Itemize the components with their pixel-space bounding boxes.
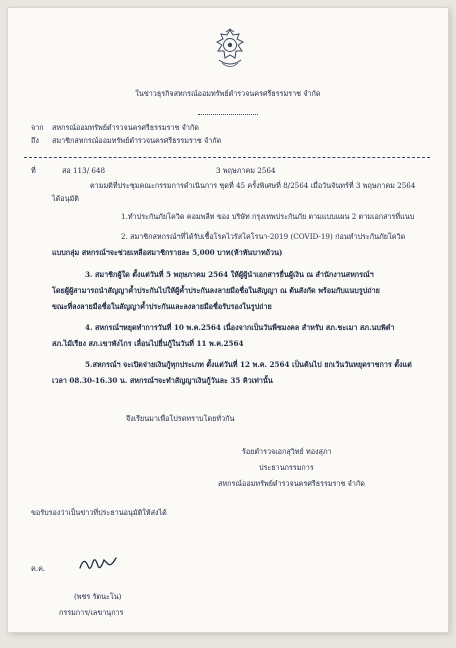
- document-date: 3 พฤษภาคม 2564: [216, 166, 276, 175]
- secretary-name: (พชร รัตนะโน): [74, 592, 122, 601]
- item-4-line-2: สภ.ไม้เรียง สภ.เขาพังไกร เลื่อนไปยื่นกู้ในวันที่ 11 พ.ค.2564: [52, 339, 244, 348]
- item-5-line-2: เวลา 08.30-16.30 น. สหกรณ์ฯจะทำสัญญาเงินกู้วันละ 35 คิวเท่านั้น: [52, 376, 273, 385]
- intro-line-1: ตามมติที่ประชุมคณะกรรมการดำเนินการ ชุดที่ 45 ครั้งพิเศษที่ 8/2564 เมื่อวันจันทร์ที่ 3 พฤษภาคม 2564: [90, 181, 416, 190]
- item-3-line-2: โดยผู้ผู้สามารถนำสัญญาค้ำประกันไปให้ผู้ค้ำประกันลงลายมือชื่อในสัญญา ณ ต้นสังกัด พร้อมกับแนบรูปถ่าย: [52, 286, 380, 295]
- header-title: ในข่าวธุรกิจสหกรณ์ออมทรัพย์ตำรวจนครศรีธรรมราช จำกัด: [135, 89, 321, 98]
- document-page: [8, 8, 448, 632]
- item-1: 1.ทำประกันภัยโควิด คอมพลีท ของ บริษัท กรุงเทพประกันภัย ตามแบบแผน 2 ตามเอกสารที่แนบ: [121, 212, 415, 221]
- to-value: สมาชิกสหกรณ์ออมทรัพย์ตำรวจนครศรีธรรมราช จำกัด: [52, 136, 222, 145]
- police-emblem-icon: [213, 28, 247, 72]
- item-5-line-1: 5.สหกรณ์ฯ จะเปิดจ่ายเงินกู้ทุกประเภท ตั้งแต่วันที่ 12 พ.ค. 2564 เป็นต้นไป ยกเว้นวันหยุดราชการ ตั้งแต่: [85, 360, 412, 369]
- item-2-line-2: แบบกลุ่ม สหกรณ์ฯจะช่วยเหลือสมาชิกรายละ 5,000 บาท(ห้าพันบาทถ้วน): [52, 248, 283, 257]
- header-divider: [24, 157, 430, 158]
- secretary-role: กรรมการ/เลขานุการ: [59, 608, 124, 617]
- from-value: สหกรณ์ออมทรัพย์ตำรวจนครศรีธรรมราช จำกัด: [52, 123, 199, 132]
- item-4-line-1: 4. สหกรณ์ฯหยุดทำการวันที่ 10 พ.ค.2564 เนื่องจากเป็นวันพืชมงคล สำหรับ สภ.ชะเมา สภ.นบพิตำ: [85, 323, 395, 332]
- intro-line-2: ได้อนุมัติ: [52, 194, 79, 203]
- item-3-line-1: 3. สมาชิกผู้ใด ตั้งแต่วันที่ 5 พฤษภาคม 2564 ให้ผู้ผู้นำเอกสารยื่นผู้เงิน ณ สำนักงานสหกรณ์ฯ: [85, 270, 374, 279]
- item-2-line-1: 2. สมาชิกสหกรณ์ฯที่ได้รับเชื้อโรคไวรัสโคโรนา-2019 (COVID-19) ก่อนทำประกันภัยโควิด: [121, 232, 406, 241]
- ref-label: ที่: [31, 166, 36, 175]
- to-label: ถึง: [31, 136, 39, 145]
- signature-org: สหกรณ์ออมทรัพย์ตำรวจนครศรีธรรมราช จำกัด: [218, 479, 365, 488]
- dotted-separator: [198, 114, 258, 115]
- from-label: จาก: [31, 123, 44, 132]
- item-3-line-3: ขณะที่ลงลายมือชื่อในสัญญาค้ำประกันและลงลายมือชื่อรับรองในรูปถ่าย: [52, 302, 272, 311]
- certify-line: ขอรับรองว่าเป็นข่าวที่ประธานอนุมัติให้ส่งได้: [31, 508, 167, 517]
- initial-label: ค.ค.: [31, 564, 46, 573]
- signature-position: ประธานกรรมการ: [259, 463, 314, 472]
- closing-line: จึงเรียนมาเพื่อโปรดทราบโดยทั่วกัน: [126, 414, 235, 423]
- signature-name: ร้อยตำรวจเอกสุวิทย์ ทองสุภา: [242, 447, 332, 456]
- ref-number: สอ 113/ 648: [62, 166, 106, 175]
- signature-mark: [78, 552, 118, 574]
